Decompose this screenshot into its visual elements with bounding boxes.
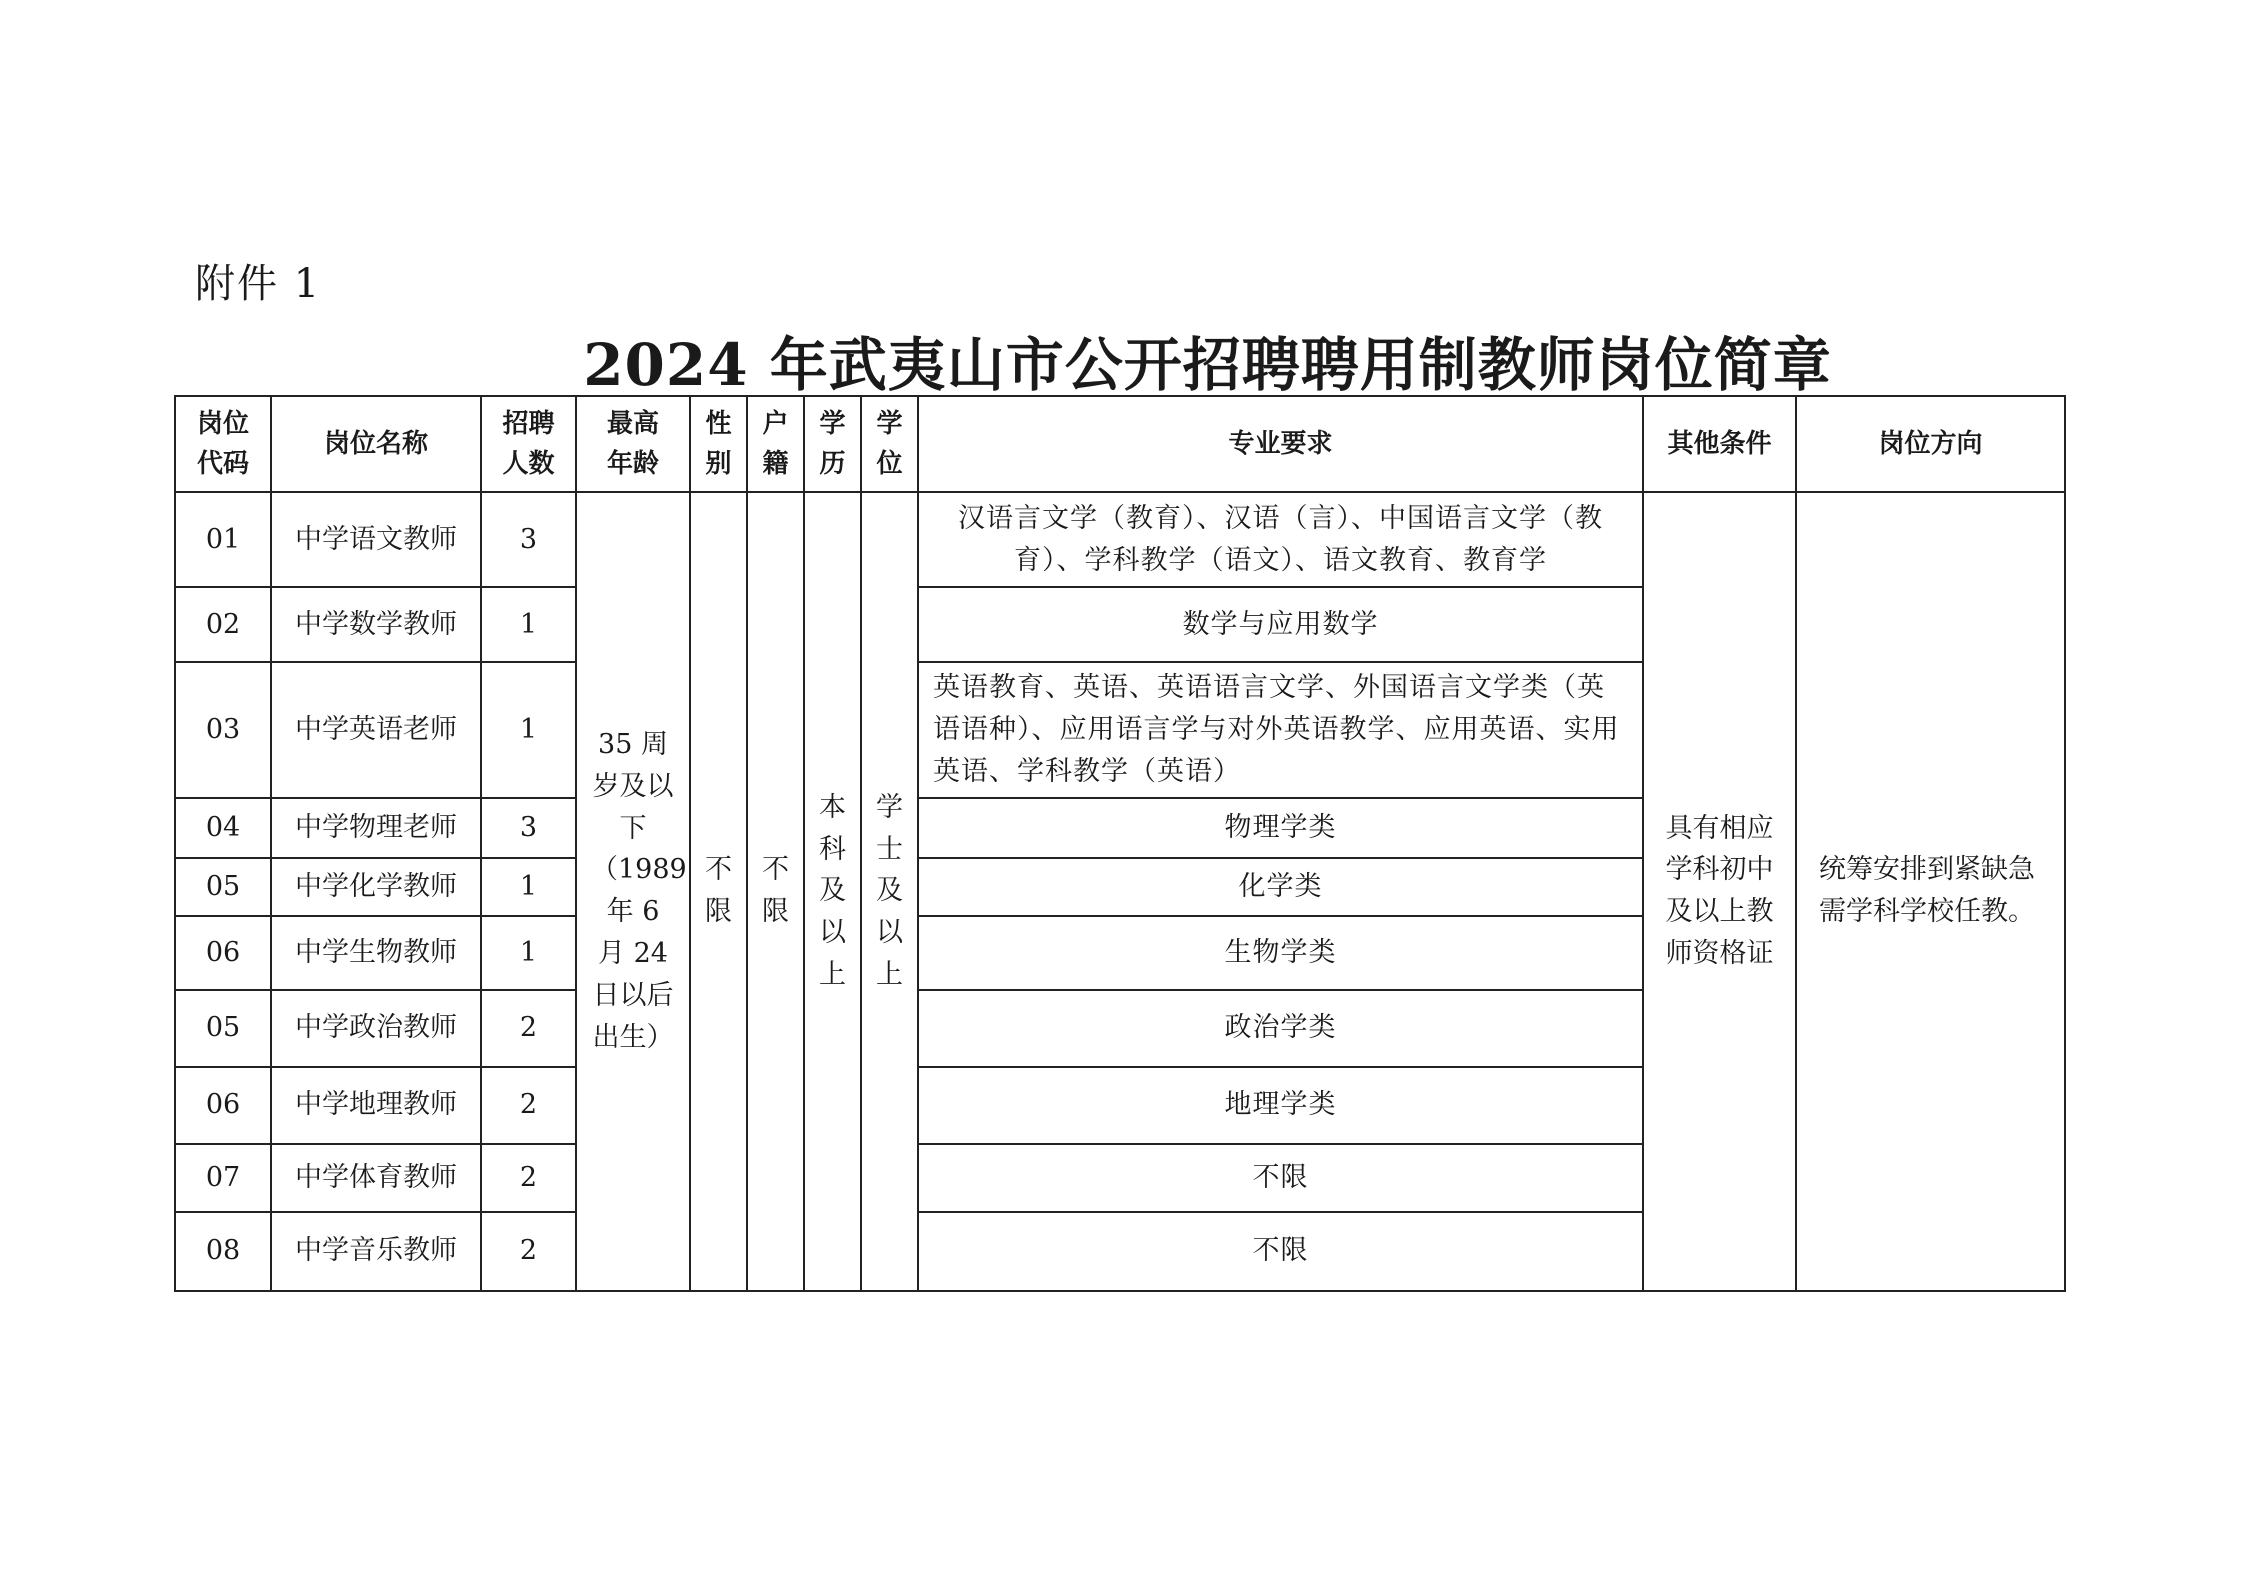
row-major: 不限: [918, 1212, 1643, 1291]
row-major: 汉语言文学（教育）、汉语（言）、中国语言文学（教育）、学科教学（语文）、语文教育、教育学: [918, 492, 1643, 587]
row-major: 生物学类: [918, 916, 1643, 990]
direction-cell: 统筹安排到紧缺急需学科学校任教。: [1796, 492, 2065, 1291]
header-degree: 学位: [861, 396, 918, 492]
row-major: 政治学类: [918, 990, 1643, 1067]
header-hukou: 户籍: [747, 396, 804, 492]
table-row: [175, 492, 2065, 587]
row-major: 数学与应用数学: [918, 587, 1643, 662]
row-name: 中学音乐教师: [271, 1212, 481, 1291]
row-code: 07: [175, 1144, 271, 1212]
row-code: 02: [175, 587, 271, 662]
row-count: 3: [481, 798, 576, 858]
hukou-cell: 不限: [747, 492, 804, 1291]
header-other: 其他条件: [1643, 396, 1796, 492]
row-name: 中学物理老师: [271, 798, 481, 858]
row-code: 01: [175, 492, 271, 587]
row-count: 2: [481, 1067, 576, 1144]
row-code: 04: [175, 798, 271, 858]
education-cell: 本科及以上: [804, 492, 861, 1291]
age-cell: 35 周岁及以下（1989 年 6 月 24 日以后出生）: [576, 492, 690, 1291]
row-name: 中学地理教师: [271, 1067, 481, 1144]
row-count: 1: [481, 662, 576, 798]
attachment-label: 附件 1: [195, 261, 322, 307]
other-conditions-cell: 具有相应学科初中及以上教师资格证: [1643, 492, 1796, 1291]
header-age: 最高年龄: [576, 396, 690, 492]
row-name: 中学化学教师: [271, 858, 481, 916]
header-direction: 岗位方向: [1796, 396, 2065, 492]
row-name: 中学英语老师: [271, 662, 481, 798]
row-code: 06: [175, 1067, 271, 1144]
row-name: 中学数学教师: [271, 587, 481, 662]
page-title: 2024 年武夷山市公开招聘聘用制教师岗位简章: [583, 331, 1832, 399]
gender-cell: 不限: [690, 492, 747, 1291]
header-major: 专业要求: [918, 396, 1643, 492]
header-education: 学历: [804, 396, 861, 492]
row-count: 3: [481, 492, 576, 587]
row-code: 05: [175, 858, 271, 916]
row-count: 1: [481, 916, 576, 990]
row-name: 中学生物教师: [271, 916, 481, 990]
degree-cell: 学士及以上: [861, 492, 918, 1291]
header-code: 岗位代码: [175, 396, 271, 492]
row-code: 06: [175, 916, 271, 990]
header-gender: 性别: [690, 396, 747, 492]
row-code: 03: [175, 662, 271, 798]
row-name: 中学语文教师: [271, 492, 481, 587]
header-name: 岗位名称: [271, 396, 481, 492]
row-code: 05: [175, 990, 271, 1067]
row-major: 不限: [918, 1144, 1643, 1212]
row-name: 中学政治教师: [271, 990, 481, 1067]
row-major: 英语教育、英语、英语语言文学、外国语言文学类（英语语种）、应用语言学与对外英语教学、应用英语、实用英语、学科教学（英语）: [918, 662, 1643, 798]
row-major: 物理学类: [918, 798, 1643, 858]
row-major: 地理学类: [918, 1067, 1643, 1144]
row-major: 化学类: [918, 858, 1643, 916]
recruitment-table: [174, 395, 2066, 1292]
row-count: 2: [481, 990, 576, 1067]
row-name: 中学体育教师: [271, 1144, 481, 1212]
header-count: 招聘人数: [481, 396, 576, 492]
row-count: 1: [481, 858, 576, 916]
row-count: 1: [481, 587, 576, 662]
row-code: 08: [175, 1212, 271, 1291]
header-row: [175, 396, 2065, 492]
row-count: 2: [481, 1212, 576, 1291]
row-count: 2: [481, 1144, 576, 1212]
